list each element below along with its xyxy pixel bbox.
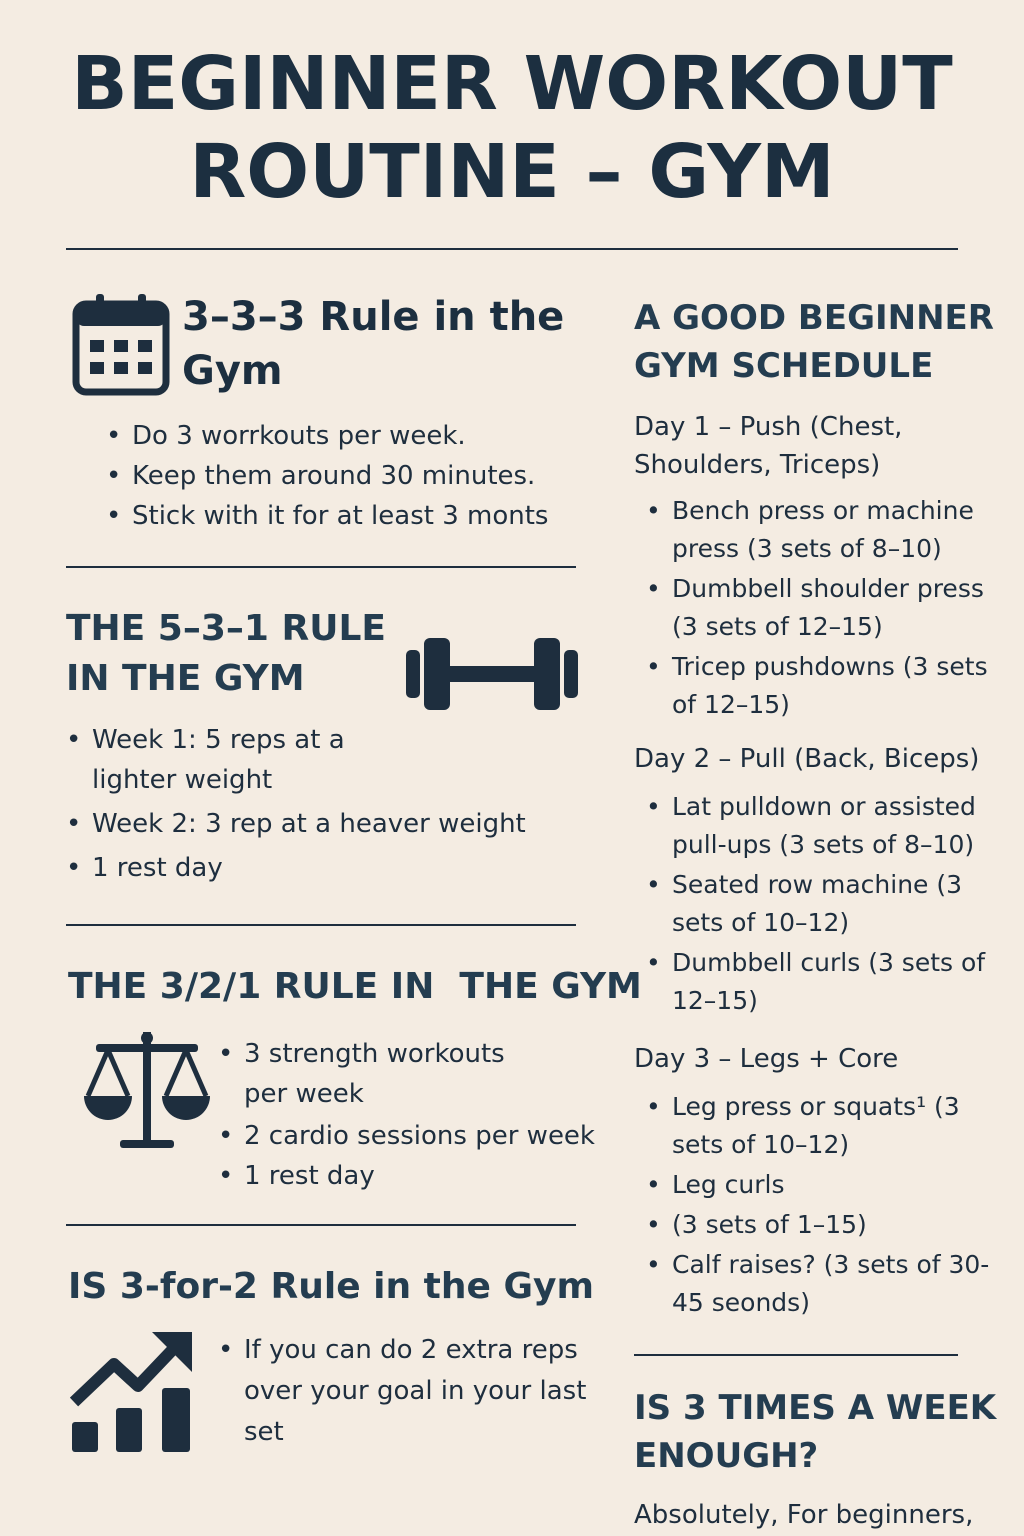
- section-divider: [66, 924, 576, 926]
- section-divider: [66, 1224, 576, 1226]
- rule-3for2-list: [218, 1330, 598, 1453]
- calendar-icon: [72, 292, 170, 396]
- rule-3for2-heading: IS 3-for-2 Rule in the Gym: [68, 1266, 594, 1307]
- day-3-title: Day 3 – Legs + Core: [634, 1044, 899, 1074]
- rule-531-heading-line2: IN THE GYM: [66, 658, 305, 699]
- list-item: • Do 3 worrkouts per week.: [106, 416, 586, 456]
- list-item: • 2 cardio sessions per week: [218, 1116, 598, 1156]
- day-2-list: [646, 788, 996, 1022]
- enough-heading-line1: IS 3 TIMES A WEEK: [634, 1388, 997, 1428]
- growth-chart-icon: [70, 1330, 194, 1454]
- day-3-list: [646, 1088, 996, 1324]
- rule-321-heading: THE 3/2/1 RULE IN THE GYM: [68, 966, 642, 1007]
- enough-heading-line2: ENOUGH?: [634, 1436, 819, 1476]
- schedule-heading-line2: GYM SCHEDULE: [634, 346, 934, 386]
- day-1-title: Day 1 – Push (Chest, Shoulders, Triceps): [634, 412, 903, 480]
- list-item: • 1 rest day: [218, 1156, 598, 1196]
- list-item: • Leg press or squats¹ (3 sets of 10–12): [646, 1088, 996, 1164]
- list-item: • Week 1: 5 reps at a lighter weight: [66, 720, 382, 800]
- title-divider: [66, 248, 958, 250]
- list-item: • 3 strength workouts per week: [218, 1034, 534, 1114]
- rule-531-heading-line1: THE 5–3–1 RULE: [66, 608, 386, 649]
- dumbbell-icon: [404, 636, 580, 712]
- list-item: • Calf raises? (3 sets of 30-45 seonds): [646, 1246, 996, 1322]
- balance-scale-icon: [82, 1030, 212, 1154]
- schedule-heading-line1: A GOOD BEGINNER: [634, 298, 994, 338]
- list-item: • 1 rest day: [66, 848, 546, 888]
- list-item: • Bench press or machine press (3 sets of 8–10): [646, 492, 996, 568]
- page-title-line2: ROUTINE – GYM: [189, 129, 835, 215]
- list-item: • Keep them around 30 minutes.: [106, 456, 586, 496]
- day-1-list: [646, 492, 996, 726]
- page-title-line1: BEGINNER WORKOUT: [71, 41, 953, 127]
- list-item: • Leg curls: [646, 1166, 996, 1204]
- rule-321-list: [218, 1034, 598, 1196]
- rule-333-heading-line2: Gym: [182, 348, 283, 394]
- rule-333-heading-line1: 3–3–3 Rule in the: [182, 294, 565, 340]
- day-2-title: Day 2 – Pull (Back, Biceps): [634, 744, 980, 774]
- section-divider: [66, 566, 576, 568]
- rule-333-list: [106, 416, 586, 536]
- list-item: • Seated row machine (3 sets of 10–12): [646, 866, 996, 942]
- list-item: • Week 2: 3 rep at a heaver weight: [66, 804, 546, 844]
- section-divider: [634, 1354, 958, 1356]
- rule-531-list: [66, 720, 546, 888]
- list-item: • Lat pulldown or assisted pull-ups (3 sets of 8–10): [646, 788, 996, 864]
- list-item: • Tricep pushdowns (3 sets of 12–15): [646, 648, 996, 724]
- list-item: • Stick with it for at least 3 monts: [106, 496, 586, 536]
- list-item: • Dumbbell curls (3 sets of 12–15): [646, 944, 996, 1020]
- list-item: • Dumbbell shoulder press (3 sets of 12–15): [646, 570, 996, 646]
- list-item: • (3 sets of 1–15): [646, 1206, 996, 1244]
- list-item: • If you can do 2 extra reps over your goal in your last set: [218, 1330, 598, 1453]
- enough-text: Absolutely, For beginners,: [634, 1500, 974, 1530]
